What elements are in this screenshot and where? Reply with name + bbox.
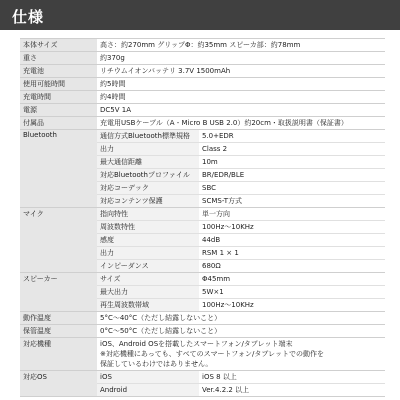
- spec-value: 高さ：約270mm グリップΦ：約35mm スピーカ部：約78mm: [100, 41, 301, 49]
- spec-label: 本体サイズ: [20, 39, 97, 51]
- spec-row-accessories: [20, 117, 385, 130]
- spec-subrow: [97, 234, 385, 247]
- spec-sub-label: 対応コンテンツ保護: [97, 195, 199, 207]
- spec-sub-label: 再生周波数帯域: [97, 299, 199, 311]
- spec-label: 対応OS: [20, 371, 97, 396]
- spec-sub-value: 44dB: [202, 236, 221, 244]
- spec-sub-value: 100Hz～10KHz: [202, 223, 254, 231]
- spec-label: 動作温度: [20, 312, 97, 324]
- spec-subrow: [97, 169, 385, 182]
- spec-subrow: [97, 221, 385, 234]
- spec-value: DC5V 1A: [100, 106, 131, 114]
- spec-subrow: [97, 143, 385, 156]
- spec-label: 使用可能時間: [20, 78, 97, 90]
- spec-sub-value: BR/EDR/BLE: [202, 171, 245, 179]
- spec-label: 保管温度: [20, 325, 97, 337]
- spec-sub-value: RSM 1 × 1: [202, 249, 239, 257]
- spec-subrow: [97, 286, 385, 299]
- spec-subrow: [97, 130, 385, 143]
- spec-sub-label: 周波数特性: [97, 221, 199, 233]
- spec-row-charge-time: [20, 91, 385, 104]
- spec-sub-value: 680Ω: [202, 262, 221, 270]
- spec-subrow: [97, 384, 385, 396]
- spec-value: 約5時間: [100, 80, 126, 88]
- spec-sub-label: 対応Bluetoothプロファイル: [97, 169, 199, 181]
- spec-sub-label: Android: [97, 384, 199, 396]
- spec-value: 充電用USBケーブル（A - Micro B USB 2.0）約20cm・取扱説明書（保証書）: [100, 119, 348, 127]
- spec-sub-label: 最大出力: [97, 286, 199, 298]
- spec-value: 約4時間: [100, 93, 126, 101]
- spec-subrow: [97, 273, 385, 286]
- spec-row-power: [20, 104, 385, 117]
- compat-line: iOS、Android OSを搭載したスマートフォン/タブレット端末: [100, 340, 293, 348]
- spec-sub-value: Class 2: [202, 145, 228, 153]
- spec-subrow: [97, 260, 385, 272]
- spec-row-operating-temp: [20, 312, 385, 325]
- spec-value: リチウムイオンバッテリ 3.7V 1500mAh: [100, 67, 231, 75]
- spec-subrow: [97, 195, 385, 207]
- spec-subrow: [97, 156, 385, 169]
- spec-label: 重さ: [20, 52, 97, 64]
- spec-sub-label: 出力: [97, 247, 199, 259]
- compat-note: ※対応機種にあっても、すべてのスマートフォン/タブレットでの動作を: [100, 350, 324, 358]
- spec-row-storage-temp: [20, 325, 385, 338]
- spec-sub-label: サイズ: [97, 273, 199, 285]
- spec-label: マイク: [20, 208, 97, 272]
- spec-group-bluetooth: [20, 130, 385, 208]
- spec-sub-value: 100Hz～10KHz: [202, 301, 254, 309]
- spec-sub-label: インピーダンス: [97, 260, 199, 272]
- spec-table: [20, 38, 385, 397]
- spec-value: 約370g: [100, 54, 125, 62]
- spec-label: Bluetooth: [20, 130, 97, 207]
- spec-row-battery: [20, 65, 385, 78]
- spec-group-speaker: [20, 273, 385, 312]
- spec-group-mic: [20, 208, 385, 273]
- spec-sub-label: 最大通信距離: [97, 156, 199, 168]
- spec-label: 対応機種: [20, 338, 97, 370]
- spec-subrow: [97, 247, 385, 260]
- spec-row-compatible-devices: [20, 338, 385, 371]
- spec-value: 5°C～40°C（ただし結露しないこと）: [100, 314, 222, 322]
- spec-sub-value: SBC: [202, 184, 217, 192]
- spec-sub-value: 10m: [202, 158, 218, 166]
- spec-label: 充電時間: [20, 91, 97, 103]
- spec-sub-label: 出力: [97, 143, 199, 155]
- compat-note: 保証しているわけではありません。: [100, 360, 213, 368]
- spec-subrow: [97, 299, 385, 311]
- spec-label: 付属品: [20, 117, 97, 129]
- spec-value: 0°C～50°C（ただし結露しないこと）: [100, 327, 222, 335]
- spec-sub-value: 単一方向: [202, 210, 230, 218]
- spec-subrow: [97, 371, 385, 384]
- spec-group-os: [20, 371, 385, 397]
- spec-sub-value: Φ45mm: [202, 275, 231, 283]
- spec-value: [97, 338, 385, 370]
- spec-sub-value: 5.0+EDR: [202, 132, 234, 140]
- spec-label: スピーカー: [20, 273, 97, 311]
- spec-row-weight: [20, 52, 385, 65]
- header-bar: [0, 0, 400, 30]
- spec-sub-label: iOS: [97, 371, 199, 383]
- spec-subrow: [97, 208, 385, 221]
- spec-sub-value: Ver.4.2.2 以上: [202, 386, 250, 394]
- page-title: 仕様: [12, 8, 45, 26]
- spec-sub-value: SCMS-T方式: [202, 197, 242, 205]
- spec-label: 電源: [20, 104, 97, 116]
- spec-sub-label: 対応コーデック: [97, 182, 199, 194]
- spec-sub-label: 感度: [97, 234, 199, 246]
- spec-sub-label: 指向特性: [97, 208, 199, 220]
- spec-sub-label: 通信方式Bluetooth標準規格: [97, 130, 199, 142]
- spec-row-usage-time: [20, 78, 385, 91]
- spec-sub-value: 5W×1: [202, 288, 224, 296]
- spec-subrow: [97, 182, 385, 195]
- spec-sub-value: iOS 8 以上: [202, 373, 237, 381]
- spec-label: 充電池: [20, 65, 97, 77]
- spec-row-size: [20, 39, 385, 52]
